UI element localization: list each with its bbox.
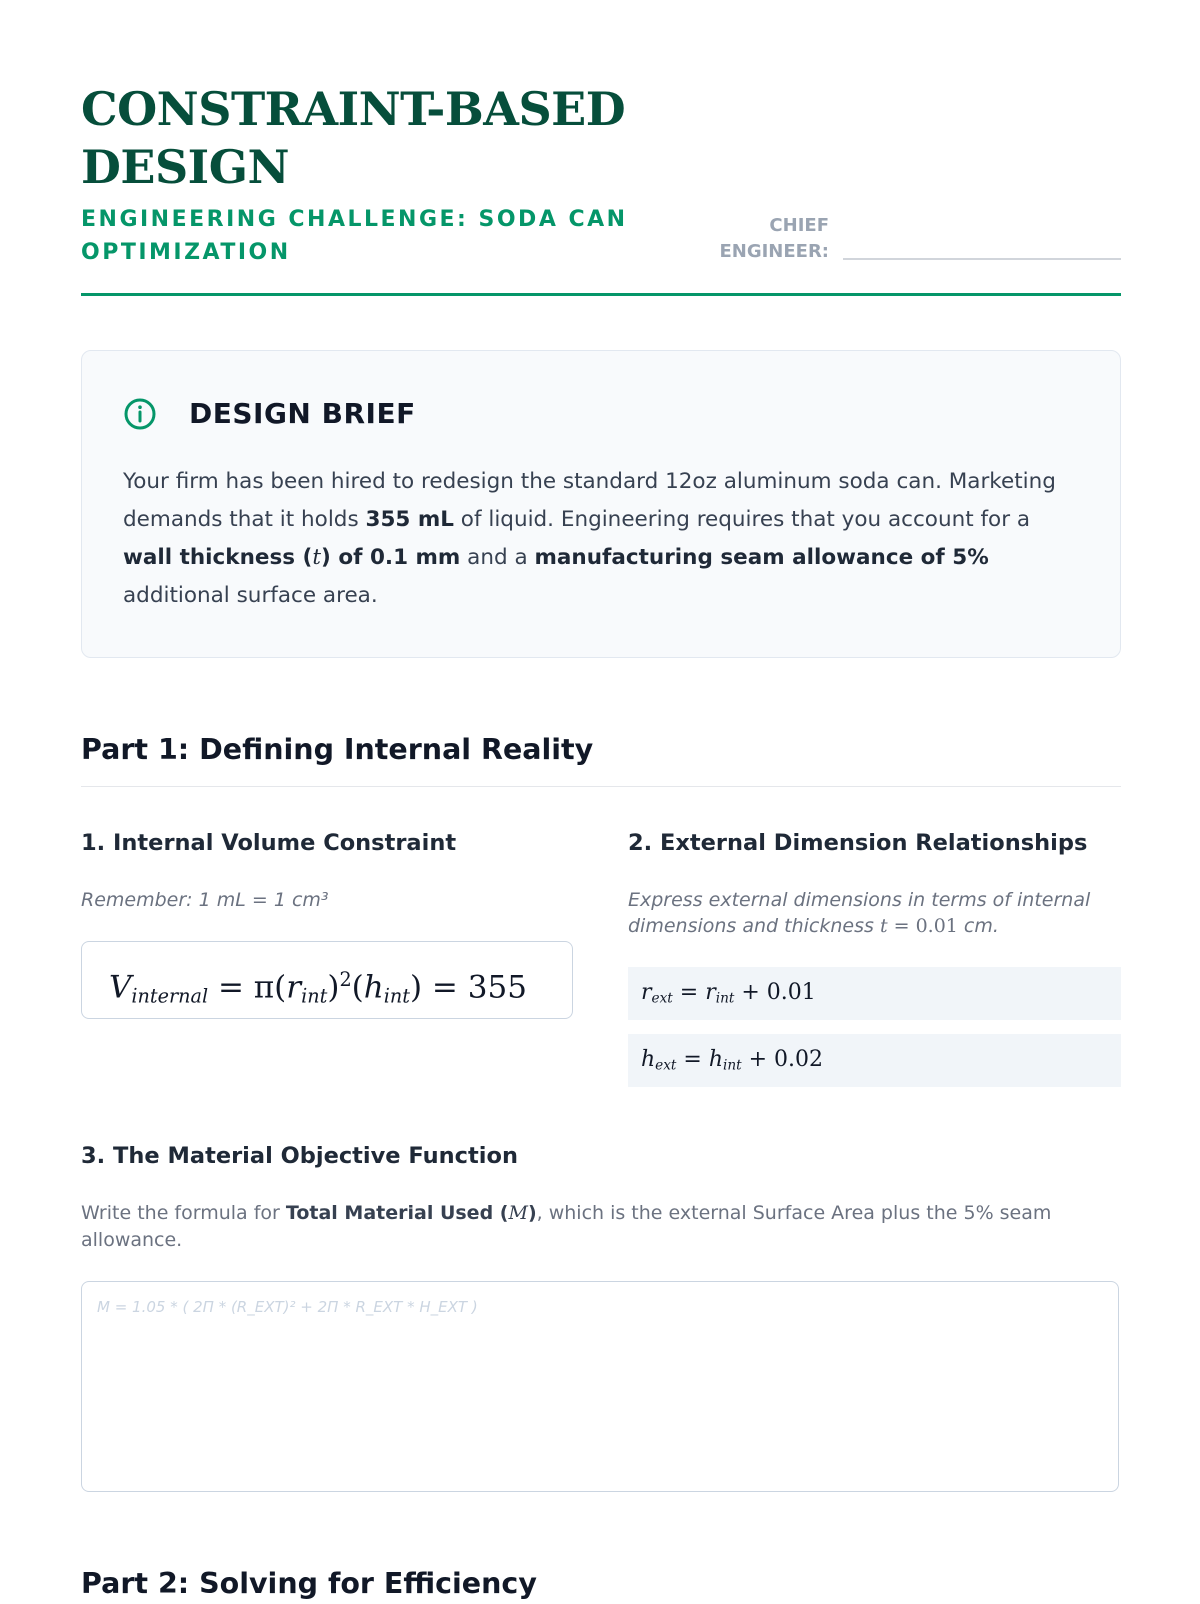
design-brief-title: DESIGN BRIEF xyxy=(189,397,416,430)
chief-engineer-label: CHIEF ENGINEER: xyxy=(719,215,829,262)
external-radius-equation-row xyxy=(628,967,1121,1020)
chief-engineer-field xyxy=(721,213,1121,263)
header-divider xyxy=(81,293,1121,296)
part-1-divider xyxy=(81,786,1121,787)
external-radius-equation: $r_{ext} = r_{int} + 0.01$ xyxy=(641,980,816,1007)
q1-hint: Remember: 1 mL = 1 cm³ xyxy=(81,889,329,911)
q2-title: 2. External Dimension Relationships xyxy=(628,830,1088,856)
part-2-title: Part 2: Solving for Efficiency xyxy=(81,1567,537,1600)
q3-instructions: Write the formula for Total Material Used (M), which is the external Surface Area plus the 5% seam allowance. xyxy=(81,1202,1052,1251)
material-formula-answer-field[interactable] xyxy=(81,1281,1119,1492)
q3-title: 3. The Material Objective Function xyxy=(81,1143,518,1169)
volume-equation: $V_{internal} = \pi(r_{int})^2(h_{int}) = 355$ xyxy=(109,968,527,1008)
part-1-title: Part 1: Defining Internal Reality xyxy=(81,733,594,766)
external-height-equation-row xyxy=(628,1034,1121,1087)
design-brief-text: Your firm has been hired to redesign the standard 12oz aluminum soda can. Marketing demands that it holds 355 mL of liquid. Engineering requires that you account for a wall thickness (t) of 0.1 mm and a manufacturing seam allowance of 5% additional surface area. xyxy=(123,469,1056,608)
q2-hint: Express external dimensions in terms of internal dimensions and thickness t = 0.01 cm. xyxy=(628,889,1091,937)
chief-engineer-signature-line[interactable] xyxy=(843,258,1121,260)
page-subtitle: ENGINEERING CHALLENGE: SODA CAN OPTIMIZATION xyxy=(81,207,628,265)
q1-title: 1. Internal Volume Constraint xyxy=(81,830,457,856)
info-circle-icon xyxy=(124,398,156,430)
design-brief-card xyxy=(81,350,1121,658)
page-title: CONSTRAINT-BASED DESIGN xyxy=(81,82,626,194)
external-height-equation: $h_{ext} = h_{int} + 0.02$ xyxy=(641,1047,824,1074)
volume-equation-box xyxy=(81,941,573,1019)
